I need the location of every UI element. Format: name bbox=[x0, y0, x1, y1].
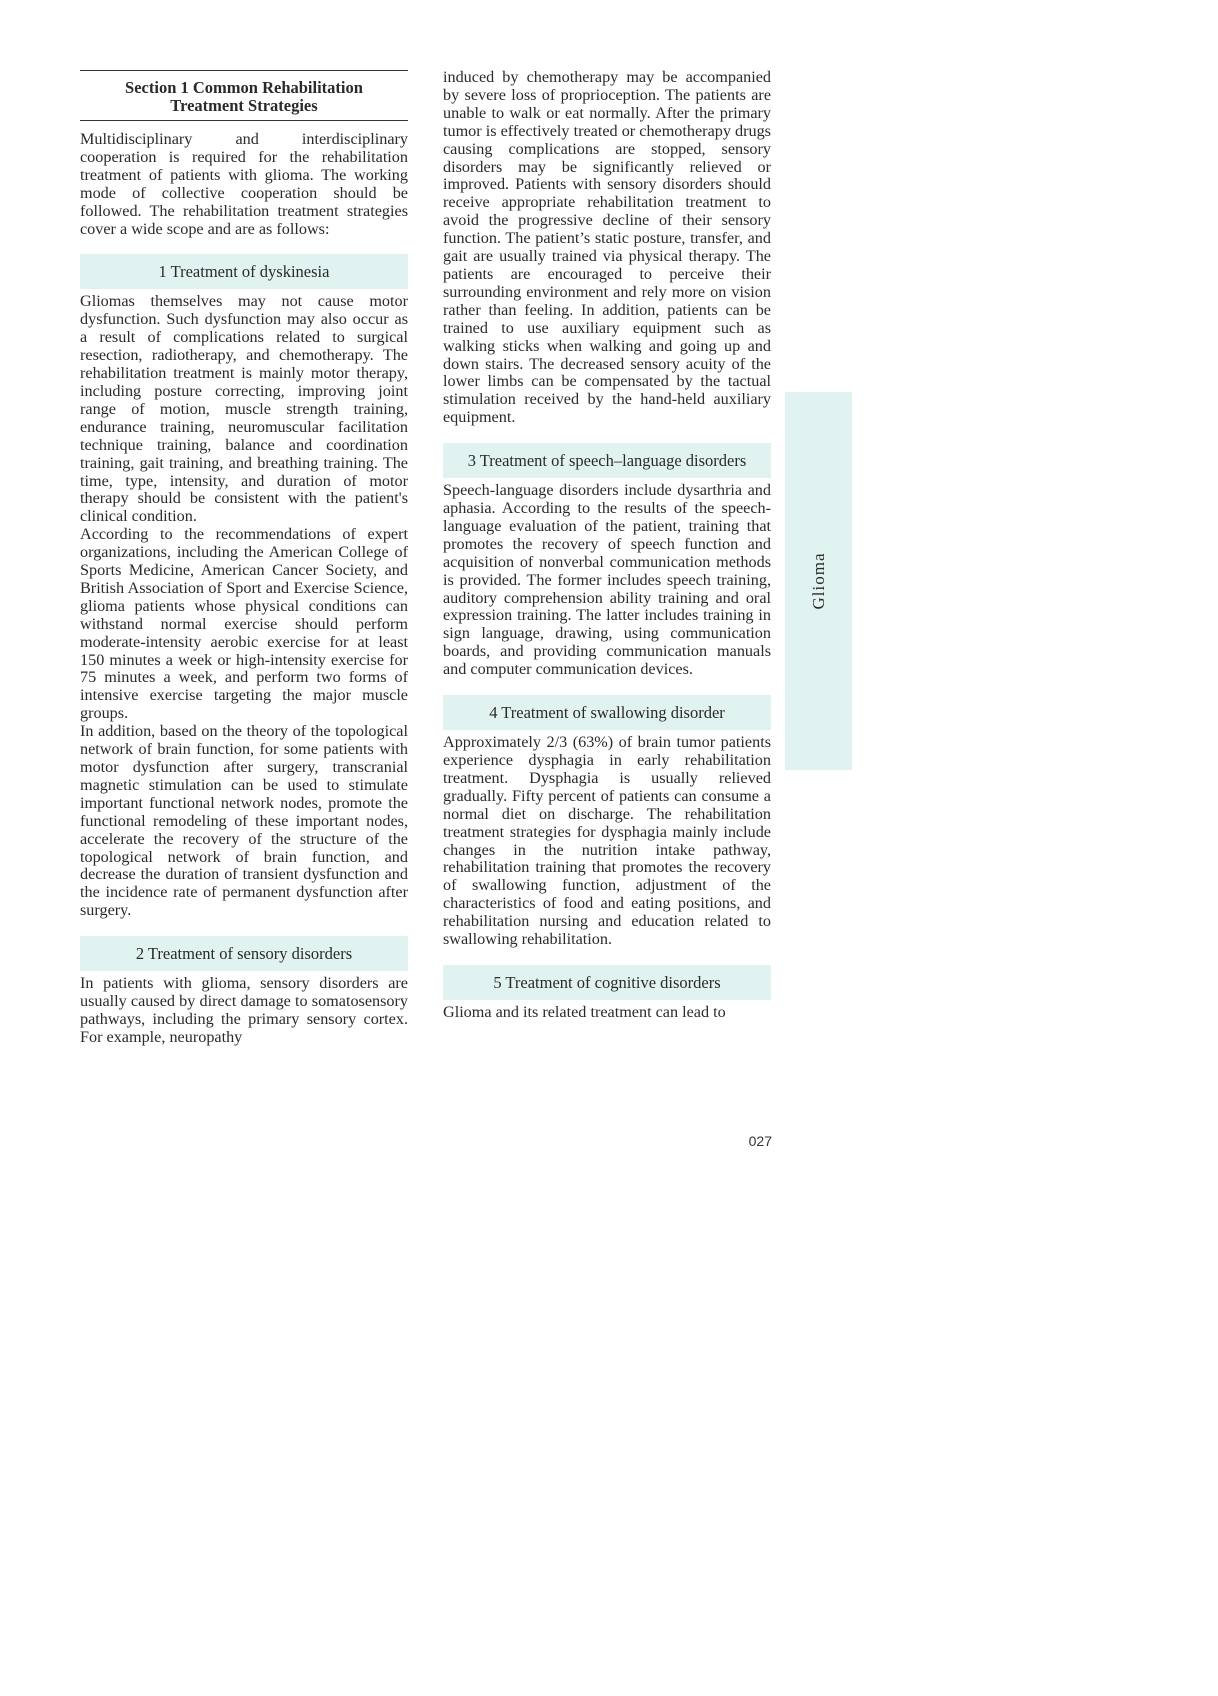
chapter-side-tab bbox=[785, 392, 852, 770]
subheading-speech-language: 3 Treatment of speech–language disorders bbox=[443, 443, 771, 478]
sensory-paragraph-start: In patients with glioma, sensory disorders are usually caused by direct damage to somatosensory pathways, including the primary sensory cortex. For example, neuropathy bbox=[80, 974, 408, 1046]
dyskinesia-paragraph-1: Gliomas themselves may not cause motor dysfunction. Such dysfunction may also occur as a result of complications related to surgical resection, radiotherapy, and chemotherapy. The rehabilitation treatment is mainly motor therapy, including posture correcting, improving joint range of motion, muscle strength training, endurance training, neuromuscular facilitation technique training, balance and coordination training, gait training, and breathing training. The time, type, intensity, and duration of motor therapy should be consistent with the patient's clinical condition. bbox=[80, 292, 408, 526]
speech-language-paragraph: Speech-language disorders include dysarthria and aphasia. According to the results of the speech-language evaluation of the patient, training that promotes the recovery of speech function and acquisition of nonverbal communication methods is provided. The former includes speech training, auditory comprehension ability training and oral expression training. The latter includes training in sign language, drawing, using communication boards, and providing communication manuals and computer communication devices. bbox=[443, 481, 771, 679]
dyskinesia-paragraph-3: In addition, based on the theory of the topological network of brain function, for some patients with motor dysfunction after surgery, transcranial magnetic stimulation can be used to stimulate important functional network nodes, promote the functional remodeling of these important nodes, accelerate the recovery of the structure of the topological network of brain function, and decrease the duration of transient dysfunction and the incidence rate of permanent dysfunction after surgery. bbox=[80, 722, 408, 920]
right-column bbox=[443, 69, 771, 1022]
sensory-paragraph-continued: induced by chemotherapy may be accompanied by severe loss of proprioception. The patients are unable to walk or eat normally. After the primary tumor is effectively treated or chemotherapy drugs causing complications are stopped, sensory disorders may be significantly relieved or improved. Patients with sensory disorders should receive appropriate rehabilitation treatment to avoid the progressive decline of their sensory function. The patient’s static posture, transfer, and gait are usually trained via physical therapy. The patients are encouraged to perceive their surrounding environment and rely more on vision rather than feeling. In addition, patients can be trained to use auxiliary equipment such as walking sticks when walking and going up and down stairs. The decreased sensory acuity of the lower limbs can be compensated by the tactual stimulation received by the hand-held auxiliary equipment. bbox=[443, 68, 771, 427]
subheading-dyskinesia: 1 Treatment of dyskinesia bbox=[80, 254, 408, 289]
intro-paragraph: Multidisciplinary and interdisciplinary cooperation is required for the rehabilitation treatment of patients with glioma. The working mode of collective cooperation should be followed. The rehabilitation treatment strategies cover a wide scope and are as follows: bbox=[80, 130, 408, 238]
left-column bbox=[80, 70, 408, 1047]
cognitive-paragraph: Glioma and its related treatment can lead to bbox=[443, 1002, 726, 1021]
subheading-sensory: 2 Treatment of sensory disorders bbox=[80, 936, 408, 971]
section-title: Section 1 Common Rehabilitation Treatment Strategies bbox=[80, 70, 408, 121]
subheading-cognitive: 5 Treatment of cognitive disorders bbox=[443, 965, 771, 1000]
chapter-side-tab-label: Glioma bbox=[808, 552, 828, 610]
dyskinesia-paragraph-2: According to the recommendations of expert organizations, including the American College of Sports Medicine, American Cancer Society, and British Association of Sport and Exercise Science, glioma patients whose physical conditions can withstand normal exercise should perform moderate-intensity aerobic exercise for at least 150 minutes a week or high-intensity exercise for 75 minutes a week, and perform two forms of intensive exercise targeting the major muscle groups. bbox=[80, 525, 408, 723]
page-number: 027 bbox=[748, 1133, 772, 1149]
subheading-swallowing: 4 Treatment of swallowing disorder bbox=[443, 695, 771, 730]
swallowing-paragraph: Approximately 2/3 (63%) of brain tumor patients experience dysphagia in early rehabilitation treatment. Dysphagia is usually relieved gradually. Fifty percent of patients can consume a normal diet on discharge. The rehabilitation treatment strategies for dysphagia mainly include changes in the nutrition intake pathway, rehabilitation training that promotes the recovery of swallowing function, adjustment of the characteristics of food and eating positions, and rehabilitation nursing and education related to swallowing rehabilitation. bbox=[443, 733, 771, 949]
